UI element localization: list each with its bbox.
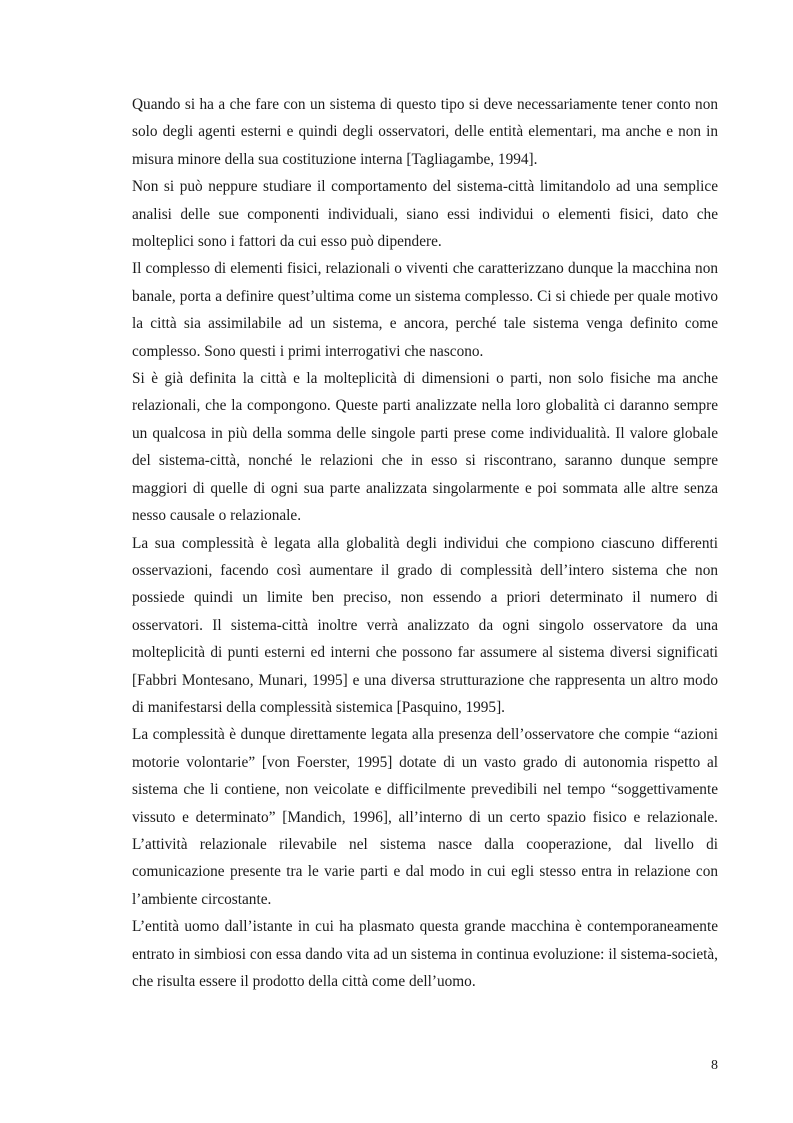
page-number: 8 [711,1058,718,1073]
paragraph-1: Quando si ha a che fare con un sistema di questo tipo si deve necessariamente tener conto non solo degli agenti esterni e quindi degli osservatori, delle entità elementari, ma anche e non in misura minore della sua costituzione interna [Tagliagambe, 1994]. [132,96,718,168]
paragraph-2: Non si può neppure studiare il comportamento del sistema-città limitandolo ad una semplice analisi delle sue componenti individuali, siano essi individui o elementi fisici, dato che molteplici sono i fattori da cui esso può dipendere. [132,178,718,251]
body-text [132,91,718,995]
paragraph-3: Il complesso di elementi fisici, relazionali o viventi che caratterizzano dunque la macchina non banale, porta a definire quest’ultima come un sistema complesso. Ci si chiede per quale motivo la città sia assimilabile ad un sistema, e ancora, perché tale sistema venga definito come complesso. Sono questi i primi interrogativi che nascono. [132,260,718,360]
paragraph-4: Si è già definita la città e la molteplicità di dimensioni o parti, non solo fisiche ma anche relazionali, che la compongono. Queste parti analizzate nella loro globalità ci daranno sempre un qualcosa in più della somma delle singole parti prese come individualità. Il valore globale del sistema-città, nonché le relazioni che in esso si riscontrano, saranno dunque sempre maggiori di quelle di ogni sua parte analizzata singolarmente e poi sommata alle altre senza nesso causale o relazionale. [132,370,718,525]
paragraph-5: La sua complessità è legata alla globalità degli individui che compiono ciascuno differenti osservazioni, facendo così aumentare il grado di complessità dell’intero sistema che non possiede quindi un limite ben preciso, non essendo a priori determinato il numero di osservatori. Il sistema-città inoltre verrà analizzato da ogni singolo osservatore da una molteplicità di punti esterni ed interni che possono far assumere al sistema diversi significati [Fabbri Montesano, Munari, 1995] e una diversa strutturazione che rappresenta un altro modo di manifestarsi della complessità sistemica [Pasquino, 1995]. [132,534,718,716]
paragraph-7: L’entità uomo dall’istante in cui ha plasmato questa grande macchina è contemporaneamente entrato in simbiosi con essa dando vita ad un sistema in continua evoluzione: il sistema-società, che risulta essere il prodotto della città come dell’uomo. [132,918,718,990]
paragraph-6: La complessità è dunque direttamente legata alla presenza dell’osservatore che compie “azioni motorie volontarie” [von Foerster, 1995] dotate di un vasto grado di autonomia rispetto al sistema che li contiene, non veicolate e difficilmente prevedibili nel tempo “soggettivamente vissuto e determinato” [Mandich, 1996], all’interno di un certo spazio fisico e relazionale. L’attività relazionale rilevabile nel sistema nasce dalla cooperazione, dal livello di comunicazione presente tra le varie parti e dal modo in cui egli stesso entra in relazione con l’ambiente circostante. [132,726,718,908]
